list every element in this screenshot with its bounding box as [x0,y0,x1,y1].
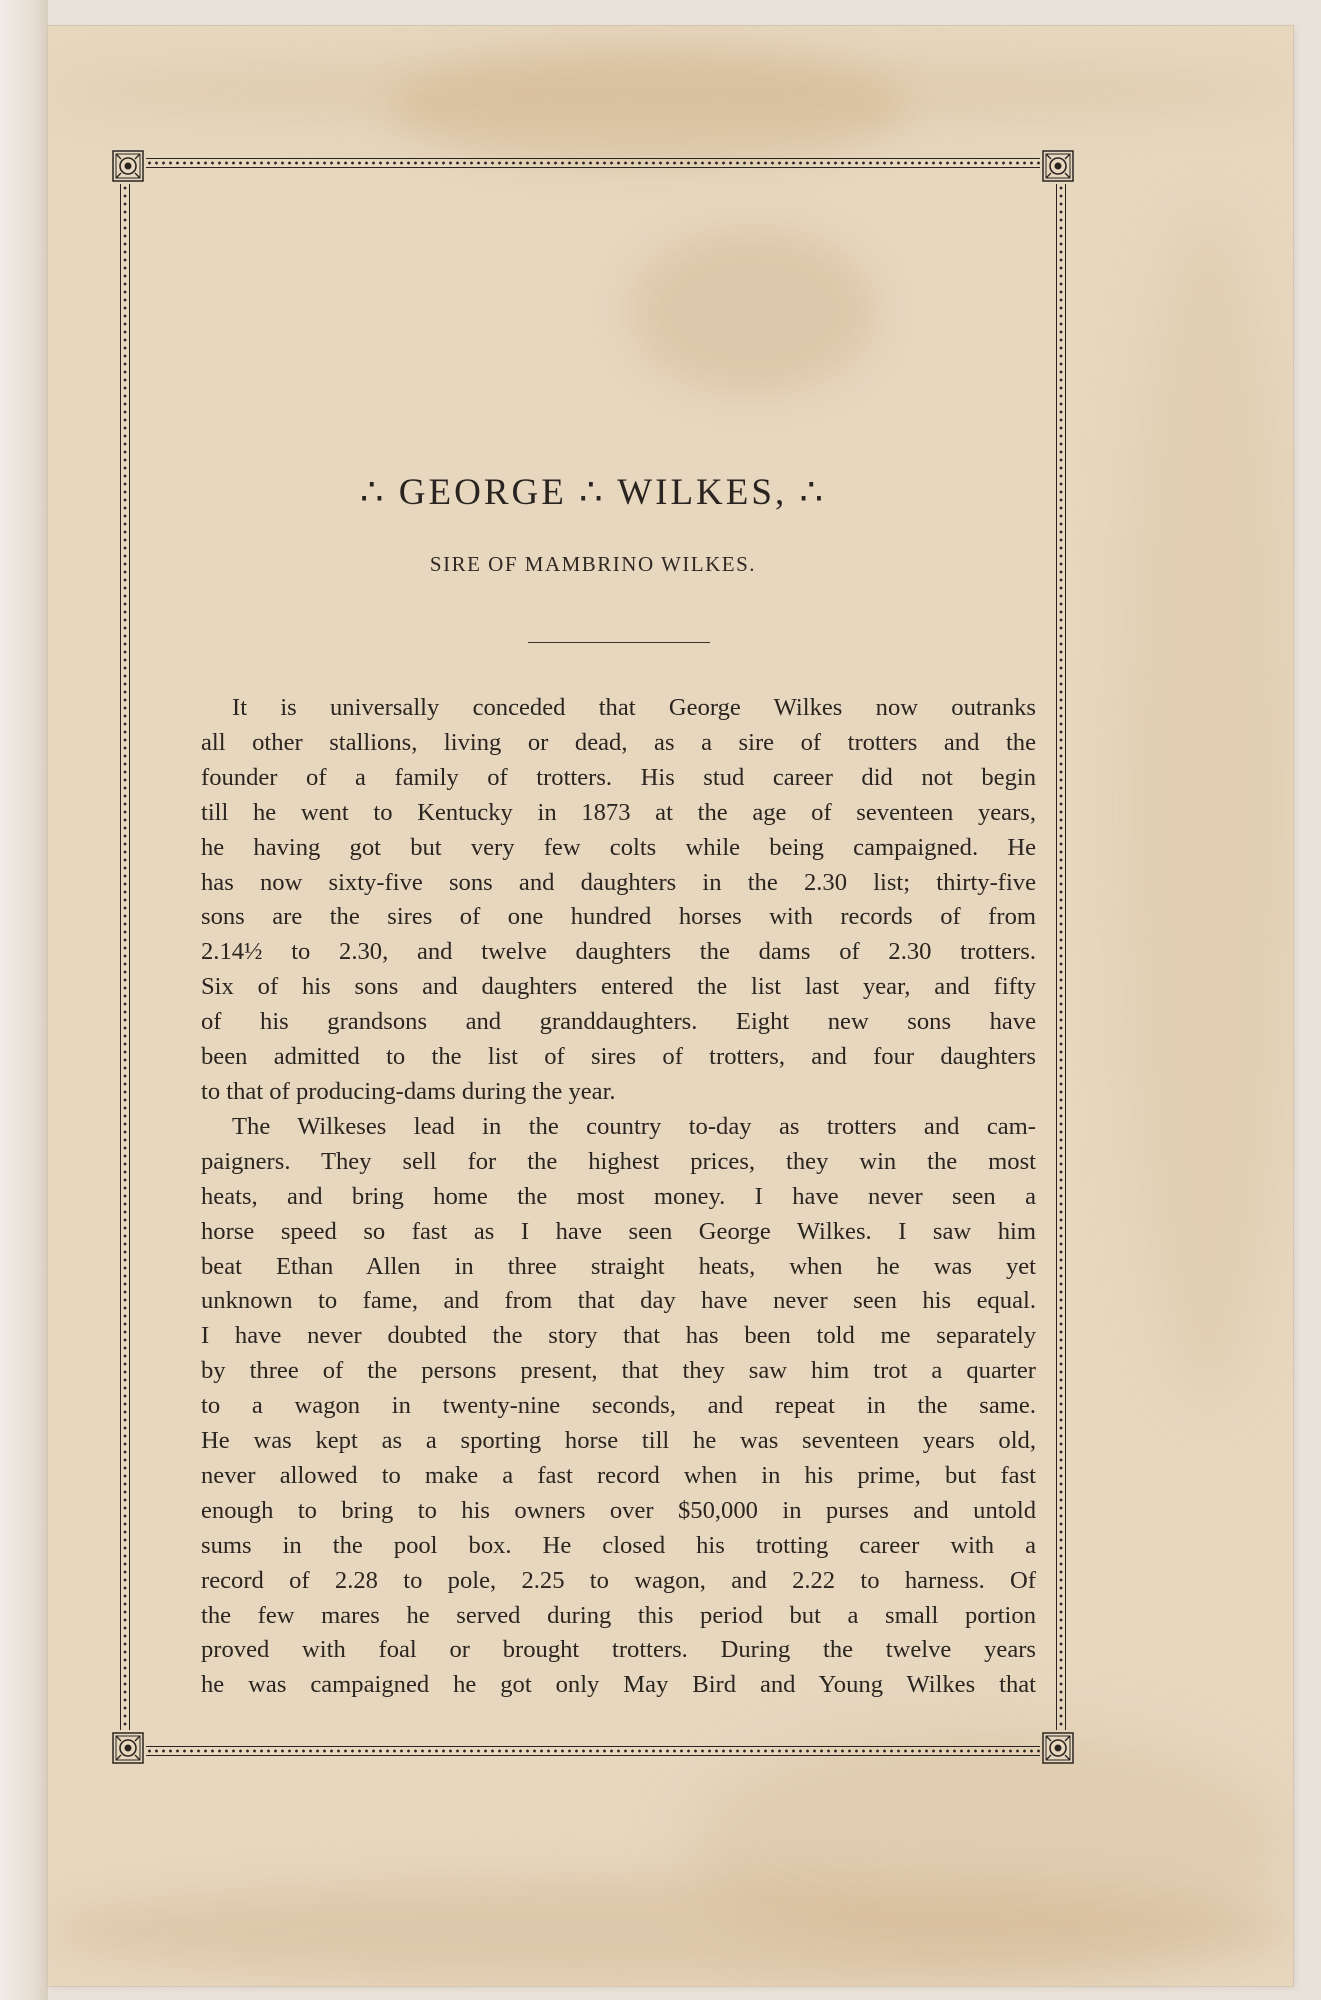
corner-ornament-icon [111,149,145,183]
text-line: he was campaigned he got only May Bird and Young Wilkes that [201,1671,1036,1699]
text-line: sums in the pool box. He closed his trotting career with a [201,1531,1036,1559]
text-line: Six of his sons and daughters entered the list last year, and fifty [201,973,1036,1001]
title-divider [528,642,710,643]
text-line: never allowed to make a fast record when in his prime, but fast [201,1461,1036,1489]
page-title: ∴ GEORGE ∴ WILKES, ∴ [360,472,826,513]
text-line: beat Ethan Allen in three straight heats, when he was yet [201,1252,1036,1280]
text-line: all other stallions, living or dead, as a sire of trotters and the [201,728,1036,756]
text-line: I have never doubted the story that has been told me separately [201,1322,1036,1350]
book-gutter [0,0,48,2000]
text-line: 2.14½ to 2.30, and twelve daughters the dams of 2.30 trotters. [201,938,1036,966]
water-stain [388,46,908,166]
text-line: unknown to fame, and from that day have never seen his equal. [201,1287,1036,1315]
text-line: founder of a family of trotters. His stud career did not begin [201,763,1036,791]
border-rule-right [1056,184,1066,1730]
paragraph-1 [201,691,1036,1110]
text-line: the few mares he served during this period but a small portion [201,1601,1036,1629]
text-line: to that of producing-dams during the year. [201,1077,616,1105]
body-text [201,691,1036,1703]
text-line: to a wagon in twenty-nine seconds, and repeat in the same. [201,1392,1036,1420]
border-rule-left [120,184,130,1730]
text-line: by three of the persons present, that they saw him trot a quarter [201,1357,1036,1385]
text-line: sons are the sires of one hundred horses with records of from [201,903,1036,931]
text-line: horse speed so fast as I have seen George Wilkes. I saw him [201,1217,1036,1245]
text-line: been admitted to the list of sires of trotters, and four daughters [201,1043,1036,1071]
text-line: The Wilkeses lead in the country to-day as trotters and cam- [232,1112,1036,1140]
text-line: heats, and bring home the most money. I have never seen a [201,1182,1036,1210]
corner-ornament-icon [111,1731,145,1765]
text-line: He was kept as a sporting horse till he was seventeen years old, [201,1427,1036,1455]
text-line: of his grandsons and granddaughters. Eight new sons have [201,1008,1036,1036]
corner-ornament-icon [1041,1731,1075,1765]
water-stain [48,1876,1293,1986]
text-line: till he went to Kentucky in 1873 at the age of seventeen years, [201,798,1036,826]
text-line: It is universally conceded that George Wilkes now outranks [232,694,1036,721]
corner-ornament-icon [1041,149,1075,183]
text-line: record of 2.28 to pole, 2.25 to wagon, and 2.22 to harness. Of [201,1566,1036,1594]
text-line: enough to bring to his owners over $50,000 in purses and untold [201,1496,1036,1524]
text-line: paigners. They sell for the highest prices, they win the most [201,1147,1036,1175]
paragraph-2 [201,1110,1036,1703]
text-line: he having got but very few colts while being campaigned. He [201,833,1036,861]
page-subtitle: SIRE OF MAMBRINO WILKES. [429,552,757,576]
text-line: proved with foal or brought trotters. During the twelve years [201,1636,1036,1664]
border-rule-bottom [146,1746,1040,1756]
text-line: has now sixty-five sons and daughters in the 2.30 list; thirty-five [201,868,1036,896]
border-rule-top [146,158,1040,168]
water-stain [1118,206,1293,1406]
